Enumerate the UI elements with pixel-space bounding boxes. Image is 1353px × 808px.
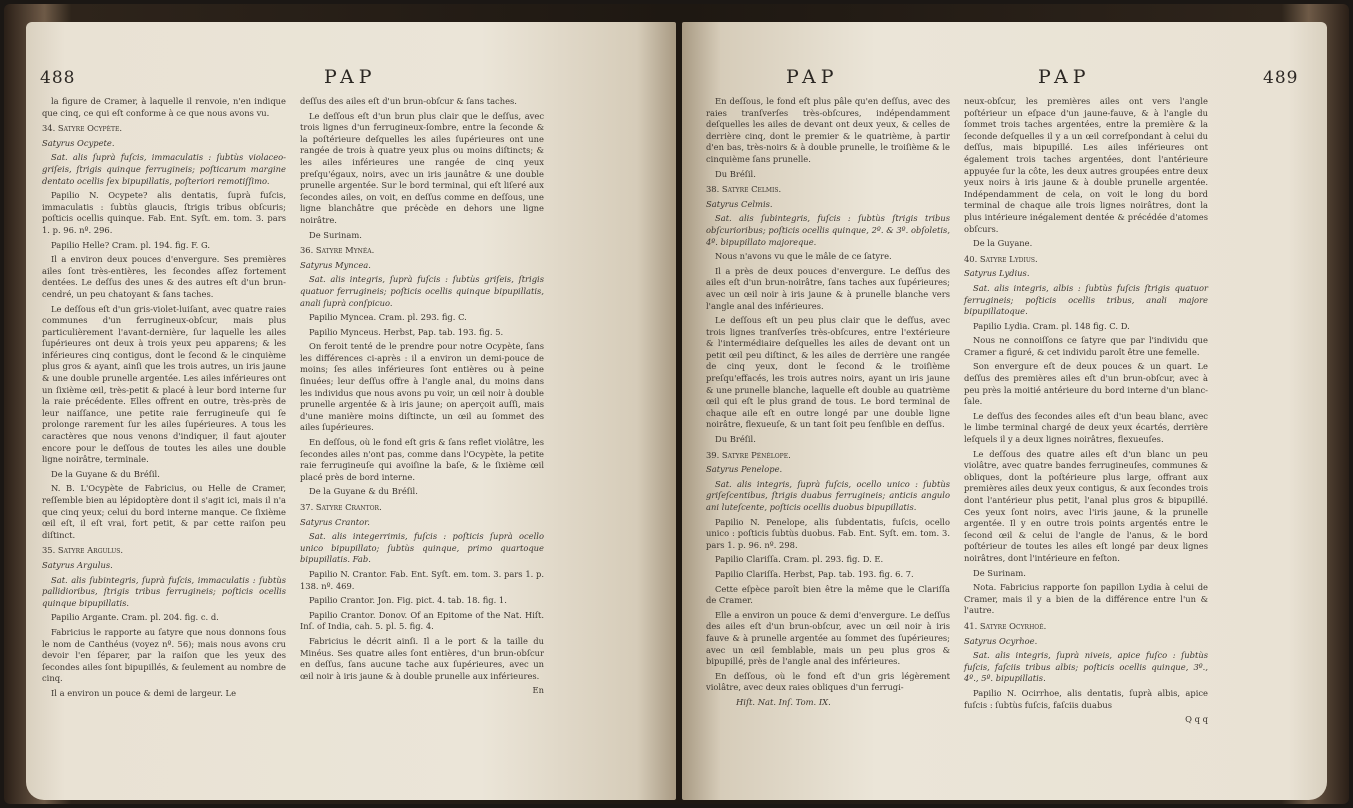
paragraph: Du Bréſil. xyxy=(715,434,756,445)
paragraph: En deſſous, le fond eſt plus pâle qu'en deſſus, avec des raies tranſverſes très-obſcures, indépendamment deſquelles les ailes de devant ont deux yeux, & celles de derrière cinq, dont le premier & le quatrième, à partir d'en bas, très-noirs & à double prunelle, le troiſième & le cinquième ſans prunelle. xyxy=(706,96,950,164)
paragraph: De Surinam. xyxy=(309,229,362,240)
species-name: Satyrus Ocypete. xyxy=(42,137,115,148)
open-book xyxy=(4,4,1349,804)
paragraph: neux-obſcur, les premières ailes ont vers l'angle poſtérieur un eſpace d'un jaune-fauve, & à l'angle du ſommet trois taches argentées, entre la première & la ſeconde deſquelles il y a un œil correſpondant à celui du deſſus, mais bipupillé. Les ailes inférieures ont également trois taches argentées, dont l'antérieure appuyée ſur la côte, les deux autres groupées entre deux yeux noirs à iris jaune & à double prunelle argentée. Indépendamment de cela, on voit le long du bord terminal de chaque aile trois lignes noirâtres, dont la plus intérieure inégalement dentée & précédée d'atomes obſcurs. xyxy=(964,96,1208,234)
citation: Papilio Argante. Cram. pl. 204. fig. c. d. xyxy=(51,612,219,623)
citation: Papilio Crantor. Donov. Of an Epitome of the Nat. Hiſt. Inſ. of India, cah. 5. pl. 5. fig. 4. xyxy=(300,609,544,632)
citation: Papilio Mynceus. Herbst, Pap. tab. 193. fig. 5. xyxy=(309,326,504,337)
entry-heading: 40. Satyre Lydius. xyxy=(964,253,1038,264)
left-page-number: 488 xyxy=(40,68,76,88)
latin-diagnosis: Sat. alis integris, ſuprà fuſcis, ocello unico : ſubtùs griſeſcentibus, ſtrigis duabus ferrugineis; anticis angulo ani luteſcente, poſticis ocellis duobus bipupillatis. xyxy=(706,478,950,512)
right-running-head: PAP xyxy=(786,66,839,88)
paragraph: Nous n'avons vu que le mâle de ce ſatyre. xyxy=(715,251,892,262)
entry-heading: 38. Satyre Celmis. xyxy=(706,184,782,195)
catchword: Q q q xyxy=(1185,714,1208,725)
latin-diagnosis: Sat. alis ſuprà fuſcis, immaculatis : ſubtùs violaceo-griſeis, ſtrigis quinque ferrugineis; poſticarum margine dentato ocellis ſex bipupillatis, poſteriori remotiſſimo. xyxy=(42,152,286,186)
paragraph: deſſus des ailes eſt d'un brun-obſcur & ſans taches. xyxy=(300,96,517,106)
paragraph: Elle a environ un pouce & demi d'envergure. Le deſſus des ailes eſt d'un brun-obſcur, avec un œil noir à iris fauve & à prunelle argentée au ſommet des ſupérieures; avec un œil ſemblable, mais un peu plus gros & bipupillé, près de l'angle anal des inférieures. xyxy=(706,609,950,667)
species-name: Satyrus Celmis. xyxy=(706,198,773,209)
paragraph: De la Guyane & du Bréſil. xyxy=(309,486,418,497)
paragraph: Il a près de deux pouces d'envergure. Le deſſus des ailes eſt d'un brun-noirâtre, ſans taches aux ſupérieures; avec un œil noir à iris jaune & à prunelle blanche vers l'angle anal des inférieures. xyxy=(706,265,950,311)
paragraph: Cette eſpèce paroît bien être la même que le Clariſſa de Cramer. xyxy=(706,583,950,606)
latin-diagnosis: Sat. alis integris, albis : ſubtùs fuſcis ſtrigis quatuor ferrugineis; poſticis ocellis tribus, anali majore bipupillatoque. xyxy=(964,282,1208,317)
right-column-1 xyxy=(706,96,950,712)
paragraph: Du Bréſil. xyxy=(715,168,756,179)
paragraph: la figure de Cramer, à laquelle il renvoie, n'en indique que cinq, ce qui eſt conforme à ce que nous avons vu. xyxy=(42,96,286,118)
species-name: Satyrus Myncea. xyxy=(300,259,371,270)
paragraph: Il a environ deux pouces d'envergure. Ses premières ailes ſont très-entières, les ſecondes aſſez fortement dentées. Le deſſus des unes & des autres eſt d'un brun-cendré, un peu chatoyant & ſans taches. xyxy=(42,254,286,299)
latin-diagnosis: Sat. alis integris, ſuprà fuſcis : ſubtùs griſeis, ſtrigis quatuor ferrugineis; poſticis ocellis quinque bipupillatis, anali ſuprà conſpicuo. xyxy=(300,274,544,308)
latin-diagnosis: Sat. alis ſubintegris, ſuprà fuſcis, immaculatis : ſubtùs pallidioribus, ſtrigis tribus ferrugineis; poſticis ocellis quinque bipupillatis. xyxy=(42,574,286,608)
paragraph: De la Guyane & du Bréſil. xyxy=(51,468,160,479)
entry-heading: 37. Satyre Crantor. xyxy=(300,502,382,512)
latin-diagnosis: Sat. alis integerrimis, fuſcis : poſticis ſuprà ocello unico bipupillato; ſubtùs quinque, primo quartoque bipupillatis. Fab. xyxy=(300,531,544,565)
entry-heading: 41. Satyre Ocyrhoé. xyxy=(964,620,1047,631)
citation: Papilio N. Crantor. Fab. Ent. Syſt. em. tom. 3. pars 1. p. 138. nº. 469. xyxy=(300,568,544,591)
species-name: Satyrus Crantor. xyxy=(300,516,370,527)
right-page-number: 489 xyxy=(1263,68,1299,88)
paragraph: De Surinam. xyxy=(973,567,1026,578)
paragraph: Le deſſus des ſecondes ailes eſt d'un beau blanc, avec le limbe terminal chargé de deux yeux écartés, derrière leſquels il y a deux lignes noirâtres, flexueuſes. xyxy=(964,410,1208,445)
paragraph: Le deſſous des quatre ailes eſt d'un blanc un peu violâtre, avec quatre bandes ferrugineuſes, communes & obliques, dont la poſtérieure plus large, offrant aux premières ailes deux yeux contigus, & aux ſecondes trois dont l'antérieur plus petit, l'anal plus gros & bipupillé. Ces yeux ſont noirs, avec l'iris jaune, & la prunelle argentée. Il y en outre trois points argentés entre le ſecond œil & celui de l'angle de l'anus, & le bord poſtérieur de toutes les ailes eſt longé par deux lignes noirâtres, dont l'intérieure en feſton. xyxy=(964,448,1208,563)
citation: Papilio N. Ocypete? alis dentatis, ſuprà fuſcis, immaculatis : ſubtùs glaucis, ſtrigis tribus obſcuris; poſticis ocellis quinque. Fab. Ent. Syſt. em. tom. 3. pars 1. p. 96. nº. 296. xyxy=(42,190,286,235)
citation: Papilio Clariſſa. Herbst, Pap. tab. 193. fig. 6. 7. xyxy=(715,568,914,579)
species-name: Satyrus Lydius. xyxy=(964,268,1030,279)
entry-heading: 35. Satyre Argulus. xyxy=(42,545,124,556)
entry-heading: 36. Satyre Mynéa. xyxy=(300,245,375,256)
citation: Papilio Crantor. Jon. Fig. pict. 4. tab. 18. fig. 1. xyxy=(309,595,507,606)
latin-diagnosis: Sat. alis ſubintegris, fuſcis : ſubtùs ſtrigis tribus obſcurioribus; poſticis ocellis quinque, 2º. & 3º. obſoletis, 4º. bipupillato majoreque. xyxy=(706,213,950,247)
paragraph: Le deſſous eſt d'un gris-violet-luiſant, avec quatre raies communes d'un ferrugineux-obſcur, mais plus particulièrement l'avant-dernière, ſur laquelle les ailes ſupérieures ont deux à trois yeux peu apparens; & les inférieures cinq contigus, dont le ſecond & le cinquième plus gros & ayant, ainſi que les trois autres, un iris jaune & une double prunelle argentée. Les ailes inférieures ont un ſixième œil, très-petit & placé à leur bord interne ſur la raie précédente. Elles offrent en outre, très-près de leur naiſſance, une petite raie ferrugineuſe qui ſe prolonge rarement ſur les ailes ſupérieures. A tous les caractères que nous venons d'indiquer, il faut ajouter encore pour le deſſous de toutes les ailes une double ligne noirâtre, terminale. xyxy=(42,303,286,465)
left-running-head: PAP xyxy=(324,66,377,88)
entry-heading: 39. Satyre Pénélope. xyxy=(706,449,791,460)
left-column-2 xyxy=(300,96,544,700)
paragraph: Son envergure eſt de deux pouces & un quart. Le deſſus des premières ailes eſt d'un brun-obſcur, avec à peu près la moitié antérieure du bord interne d'un blanc-ſale. xyxy=(964,361,1208,407)
paragraph: Fabricius le décrit ainſi. Il a le port & la taille du Minéus. Ses quatre ailes ſont entières, d'un brun-obſcur en deſſus, ſans aucune tache aux ſupérieures, avec un œil noir à iris jaune & à double prunelle aux inférieures. xyxy=(300,635,544,681)
paragraph: Fabricius le rapporte au ſatyre que nous donnons ſous le nom de Canthéus (voyez nº. 56); mais nous avons cru devoir l'en ſéparer, par la raiſon que les yeux des ſecondes ailes ſont bipupillés, & ſeulement au nombre de cinq. xyxy=(42,626,286,684)
citation: Papilio Lydia. Cram. pl. 148 fig. C. D. xyxy=(973,320,1130,331)
species-name: Satyrus Ocyrhoe. xyxy=(964,635,1038,646)
paragraph: Il a environ un pouce & demi de largeur. Le xyxy=(51,687,237,698)
right-column-2 xyxy=(964,96,1208,729)
paragraph: Nous ne connoiſſons ce ſatyre que par l'individu que Cramer a figuré, & cet individu paroît être une femelle. xyxy=(964,335,1208,357)
catchword: En xyxy=(532,685,544,696)
paragraph: Le deſſous eſt un peu plus clair que le deſſus, avec trois lignes tranſverſes très-obſcures, entre l'extérieure & l'intermédiaire deſquelles les ailes de devant ont un petit œil peu diſtinct, & les ailes de derrière une rangée de cinq yeux, dont le ſecond & le troiſième preſqu'effacés, les trois autres noirs, ayant un iris jaune & une prunelle blanche, laquelle eſt double au quatrième œil qui eſt le plus grand de tous. Le bord terminal de chaque aile eſt en outre longé par une double ligne noirâtre, flexueuſe, & un tant ſoit peu ſenſible en deſſus. xyxy=(706,315,950,430)
citation: Papilio Myncea. Cram. pl. 293. fig. C. xyxy=(309,312,467,323)
paragraph: Nota. Fabricius rapporte ſon papillon Lydia à celui de Cramer, mais il y a bien de la différence entre l'un & l'autre. xyxy=(964,582,1208,616)
left-column-1 xyxy=(42,96,286,703)
species-name: Satyrus Penelope. xyxy=(706,464,783,475)
paragraph: On feroit tenté de le prendre pour notre Ocypète, ſans les différences ci-après : il a environ un demi-pouce de moins; ſes ailes inférieures ſont entières ou à peine ſinuées; leur deſſus offre à l'angle anal, du moins dans les individus que nous avons pu voir, un œil noir à double prunelle argentée & à iris jaune; on aperçoit auſſi, mais d'une manière moins diſtincte, un œil au ſommet des ailes ſupérieures. xyxy=(300,341,544,433)
paragraph: En deſſous, où le fond eſt gris & ſans reflet violâtre, les ſecondes ailes n'ont pas, comme dans l'Ocypète, la petite raie ferrugineuſe qui avoiſine la baſe, & le ſixième œil placé près de bord interne. xyxy=(300,437,544,482)
entry-heading: 34. Satyre Ocypète. xyxy=(42,123,122,134)
paragraph: Le deſſous eſt d'un brun plus clair que le deſſus, avec trois lignes d'un ferrugineux-ſombre, entre la ſeconde & la poſtérieure deſquelles les ailes ſupérieures ont une rangée de trois à quatre yeux plus ou moins diſtincts; & les ailes inférieures une rangée de cinq yeux preſqu'égaux, noirs, avec un iris jaunâtre & une double prunelle argentée. Sur le bord terminal, qui eſt liſeré aux ſecondes ailes, on voit, en deſſus comme en deſſous, une ligne blanchâtre que précède en dehors une ligne noirâtre. xyxy=(300,110,544,225)
citation: Papilio Helle? Cram. pl. 194. fig. F. G. xyxy=(51,239,210,250)
paragraph: En deſſous, où le fond eſt d'un gris légèrement violâtre, avec deux raies obliques d'un ferrugi- xyxy=(706,670,950,693)
right-page xyxy=(682,22,1327,800)
right-running-head-2: PAP xyxy=(1038,66,1091,88)
latin-diagnosis: Sat. alis integris, ſuprà niveis, apice fuſco : ſubtùs fuſcis, faſciis tribus albis; poſticis ocellis quinque, 3º., 4º., 5º. bipupillatis. xyxy=(964,650,1208,684)
paragraph: De la Guyane. xyxy=(973,238,1033,249)
paragraph: N. B. L'Ocypète de Fabricius, ou Helle de Cramer, reſſemble bien au lépidoptère dont il s'agit ici, mais il n'a que cinq yeux; celui du bord interne manque. Ce ſixième œil eſt, il eſt vrai, fort petit, & par cette raiſon peu diſtinct. xyxy=(42,483,286,540)
species-name: Satyrus Argulus. xyxy=(42,559,113,570)
citation: Papilio Clariſſa. Cram. pl. 293. fig. D. E. xyxy=(715,554,884,565)
footer-signature: Hiſt. Nat. Inſ. Tom. IX. xyxy=(736,696,831,707)
citation: Papilio N. Penelope, alis ſubdentatis, fuſcis, ocello unico : poſticis ſubtùs duobus. Fab. Ent. Syſt. em. tom. 3. pars 1. p. 96. nº. 298. xyxy=(706,516,950,550)
citation: Papilio N. Ocirrhoe, alis dentatis, ſuprà albis, apice fuſcis : ſubtùs fuſcis, faſciis duabus xyxy=(964,687,1208,710)
left-page xyxy=(26,22,676,800)
